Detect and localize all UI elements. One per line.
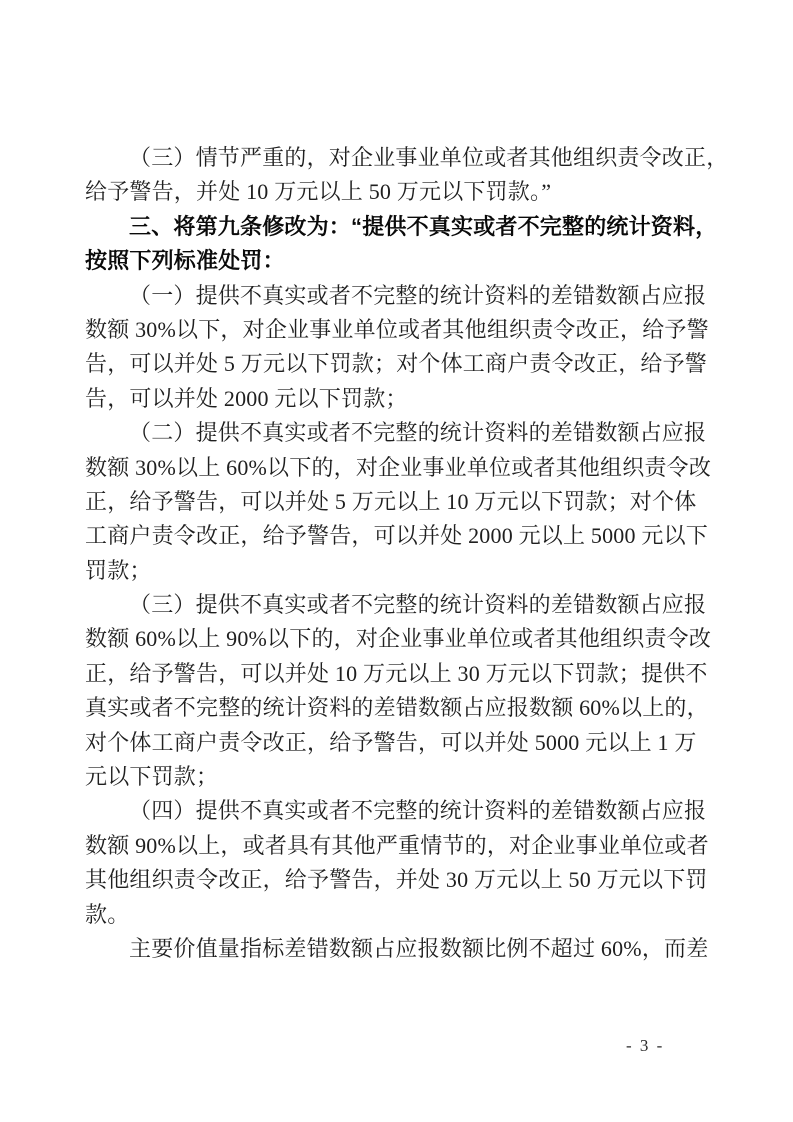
text-line: 其他组织责令改正，给予警告，并处 30 万元以上 50 万元以下罚 bbox=[85, 867, 708, 893]
text-line: 正，给予警告，可以并处 10 万元以上 30 万元以下罚款；提供不 bbox=[85, 660, 708, 686]
text-line: 告，可以并处 2000 元以下罚款； bbox=[85, 385, 408, 411]
document-lines bbox=[85, 141, 729, 966]
text-line: 数额 90%以上，或者具有其他严重情节的，对企业事业单位或者 bbox=[85, 832, 709, 858]
page-number: - 3 - bbox=[626, 1036, 665, 1055]
text-line: 工商户责令改正，给予警告，可以并处 2000 元以上 5000 元以下 bbox=[85, 523, 709, 549]
text-line: 三、将第九条修改为：“提供不真实或者不完整的统计资料， bbox=[129, 213, 718, 239]
text-line: 告，可以并处 5 万元以下罚款；对个体工商户责令改正，给予警 bbox=[85, 351, 708, 377]
text-line: 真实或者不完整的统计资料的差错数额占应报数额 60%以上的， bbox=[85, 695, 709, 721]
text-line: 数额 30%以上 60%以下的，对企业事业单位或者其他组织责令改 bbox=[85, 454, 712, 480]
text-line: 罚款； bbox=[85, 557, 152, 583]
text-line: 主要价值量指标差错数额占应报数额比例不超过 60%，而差 bbox=[129, 935, 709, 961]
text-line: （四）提供不真实或者不完整的统计资料的差错数额占应报 bbox=[129, 798, 707, 824]
text-line: （三）情节严重的，对企业事业单位或者其他组织责令改正， bbox=[129, 145, 729, 170]
text-line: 正，给予警告，可以并处 5 万元以上 10 万元以下罚款；对个体 bbox=[85, 488, 697, 514]
text-line: 对个体工商户责令改正，给予警告，可以并处 5000 元以上 1 万 bbox=[85, 729, 697, 755]
text-line: 数额 30%以下，对企业事业单位或者其他组织责令改正，给予警 bbox=[85, 316, 709, 342]
text-line: （二）提供不真实或者不完整的统计资料的差错数额占应报 bbox=[129, 420, 707, 446]
text-line: 款。 bbox=[85, 901, 130, 927]
text-line: 按照下列标准处罚： bbox=[85, 248, 285, 274]
text-line: 元以下罚款； bbox=[85, 764, 219, 790]
text-line: （三）提供不真实或者不完整的统计资料的差错数额占应报 bbox=[129, 592, 707, 618]
text-line: 数额 60%以上 90%以下的，对企业事业单位或者其他组织责令改 bbox=[85, 626, 712, 652]
text-line: 给予警告，并处 10 万元以上 50 万元以下罚款。” bbox=[85, 179, 552, 205]
text-line: （一）提供不真实或者不完整的统计资料的差错数额占应报 bbox=[129, 282, 707, 308]
